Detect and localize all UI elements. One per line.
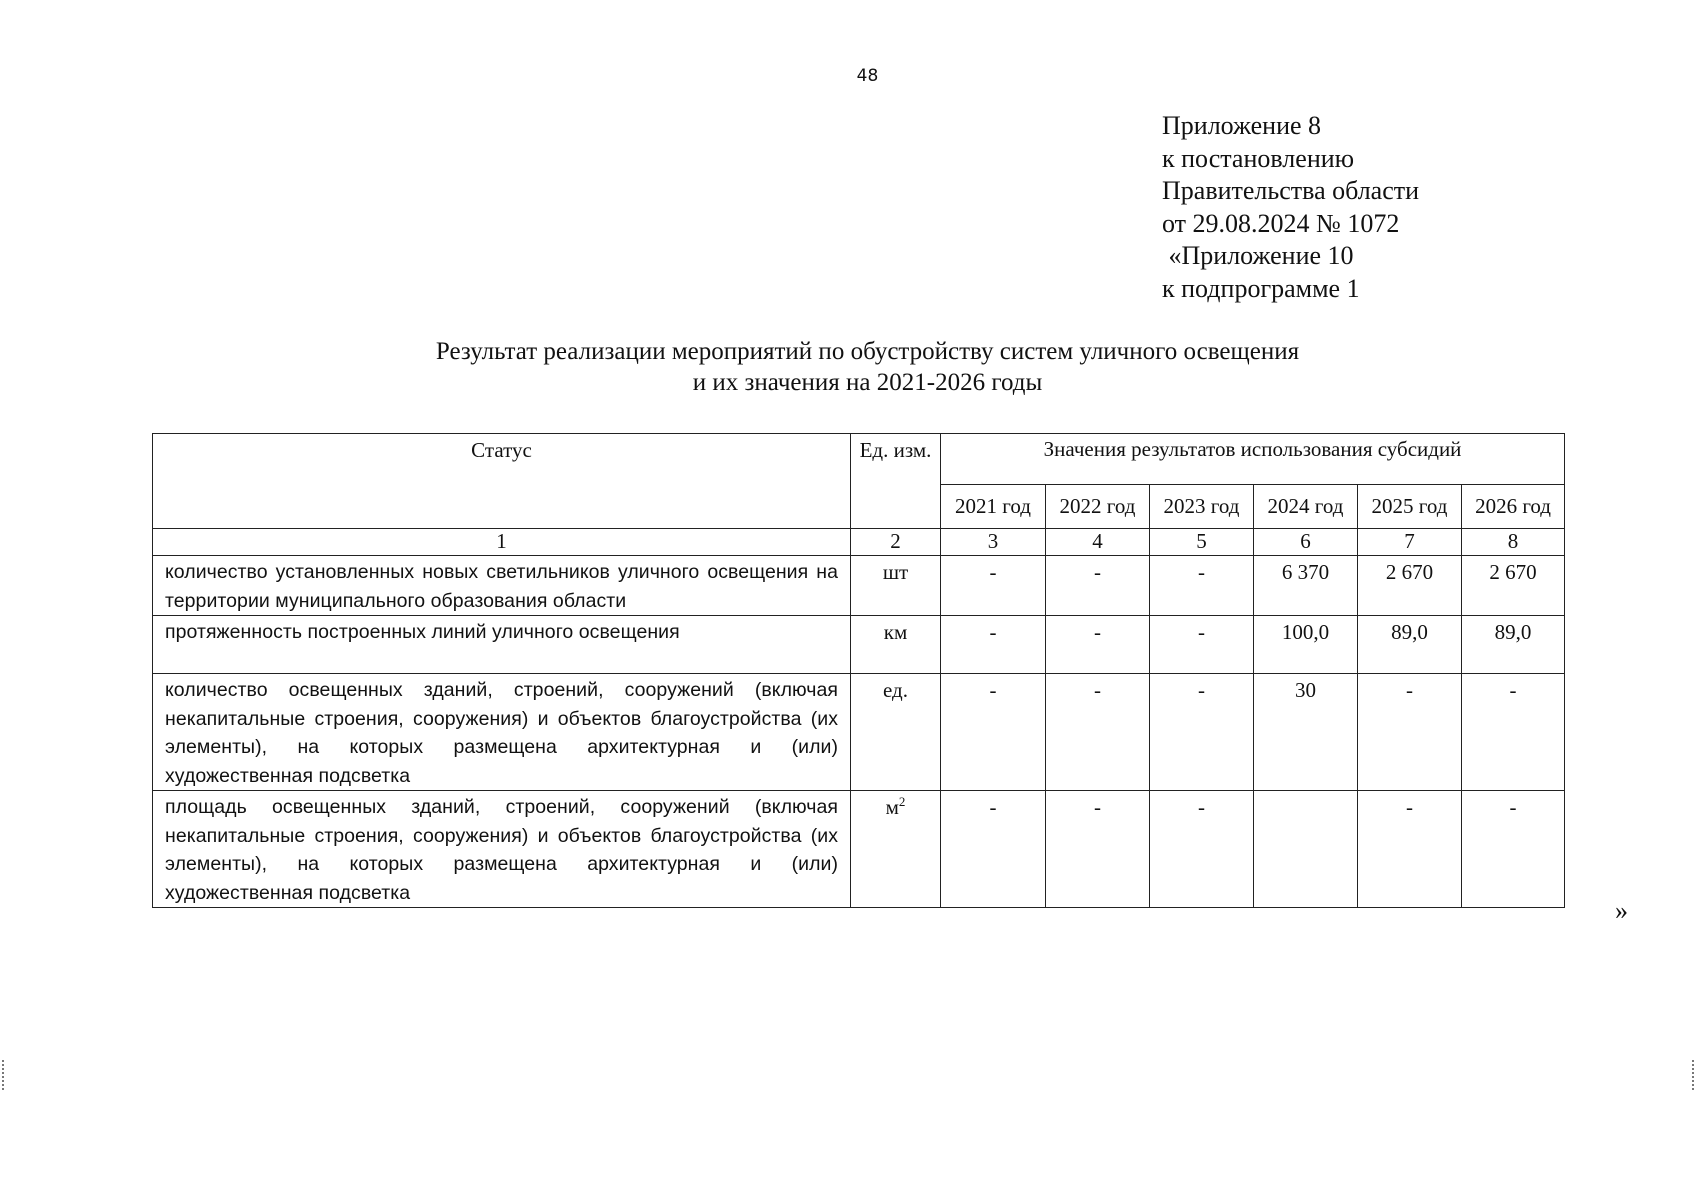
- row-value: -: [1046, 674, 1150, 791]
- unit-superscript: 2: [898, 794, 906, 809]
- header-status: Статус: [153, 434, 851, 529]
- right-edge-mark: [1692, 1060, 1694, 1090]
- header-unit: Ед. изм.: [851, 434, 941, 529]
- appendix-note-line: «Приложение 10: [1162, 241, 1354, 270]
- row-status: количество установленных новых светильников уличного освещения на территории муниципального образования области: [153, 556, 851, 616]
- row-value: -: [1150, 556, 1254, 616]
- row-unit: [851, 791, 941, 908]
- row-value: 30: [1254, 674, 1358, 791]
- row-value: -: [941, 791, 1046, 908]
- row-value: -: [1046, 616, 1150, 674]
- header-year: 2023 год: [1150, 485, 1254, 529]
- appendix-note-line: от 29.08.2024 № 1072: [1162, 208, 1400, 238]
- column-number: 3: [941, 529, 1046, 556]
- column-number: 2: [851, 529, 941, 556]
- row-value: 2 670: [1358, 556, 1462, 616]
- table-row: [153, 674, 1565, 791]
- row-value: 89,0: [1462, 616, 1565, 674]
- document-title-line: и их значения на 2021-2026 годы: [692, 369, 1043, 396]
- header-year: 2025 год: [1358, 485, 1462, 529]
- row-value: -: [941, 674, 1046, 791]
- row-value: -: [1462, 791, 1565, 908]
- unit-text: шт: [882, 560, 909, 584]
- column-number-row: [153, 529, 1565, 556]
- column-number: 6: [1254, 529, 1358, 556]
- row-value: -: [1046, 791, 1150, 908]
- appendix-note-line: Приложение 8: [1162, 111, 1322, 140]
- table-header-row: [153, 434, 1565, 485]
- column-number: 8: [1462, 529, 1565, 556]
- row-status: площадь освещенных зданий, строений, сооружений (включая некапитальные строения, сооружения) и объектов благоустройства (их элементы), на которых размещена архитектурная и (или) художественная подсветка: [153, 791, 851, 908]
- unit-text: м: [885, 795, 899, 819]
- results-table: [152, 433, 1565, 908]
- document-title: [300, 336, 1435, 398]
- row-unit: [851, 556, 941, 616]
- row-unit: [851, 616, 941, 674]
- column-number: 5: [1150, 529, 1254, 556]
- page-number: 48: [856, 66, 879, 86]
- header-year: 2021 год: [941, 485, 1046, 529]
- column-number: 7: [1358, 529, 1462, 556]
- column-number: 1: [153, 529, 851, 556]
- appendix-note: [1162, 110, 1419, 305]
- table-row: [153, 791, 1565, 908]
- row-status: протяженность построенных линий уличного освещения: [153, 616, 851, 674]
- appendix-note-line: к постановлению: [1162, 143, 1355, 173]
- left-edge-mark: [2, 1060, 4, 1090]
- row-value: 6 370: [1254, 556, 1358, 616]
- header-values-group: Значения результатов использования субсидий: [941, 434, 1565, 485]
- table-row: [153, 616, 1565, 674]
- row-value: -: [1150, 674, 1254, 791]
- document-title-line: Результат реализации мероприятий по обустройству систем уличного освещения: [435, 338, 1300, 365]
- unit-text: км: [883, 620, 908, 644]
- row-value: [1254, 791, 1358, 908]
- column-number: 4: [1046, 529, 1150, 556]
- header-year: 2024 год: [1254, 485, 1358, 529]
- unit-text: ед.: [883, 678, 908, 702]
- header-year: 2022 год: [1046, 485, 1150, 529]
- closing-quote: »: [1615, 896, 1628, 925]
- row-value: 2 670: [1462, 556, 1565, 616]
- appendix-note-line: к подпрограмме 1: [1162, 273, 1360, 303]
- row-value: -: [1046, 556, 1150, 616]
- row-value: 89,0: [1358, 616, 1462, 674]
- row-value: -: [1358, 674, 1462, 791]
- table-row: [153, 556, 1565, 616]
- row-value: -: [1358, 791, 1462, 908]
- row-unit: [851, 674, 941, 791]
- row-value: -: [1462, 674, 1565, 791]
- row-value: 100,0: [1254, 616, 1358, 674]
- header-year: 2026 год: [1462, 485, 1565, 529]
- appendix-note-line: Правительства области: [1162, 176, 1420, 205]
- row-value: -: [1150, 616, 1254, 674]
- row-value: -: [941, 616, 1046, 674]
- row-value: -: [941, 556, 1046, 616]
- row-status: количество освещенных зданий, строений, сооружений (включая некапитальные строения, сооружения) и объектов благоустройства (их элементы), на которых размещена архитектурная и (или) художественная подсветка: [153, 674, 851, 791]
- row-value: -: [1150, 791, 1254, 908]
